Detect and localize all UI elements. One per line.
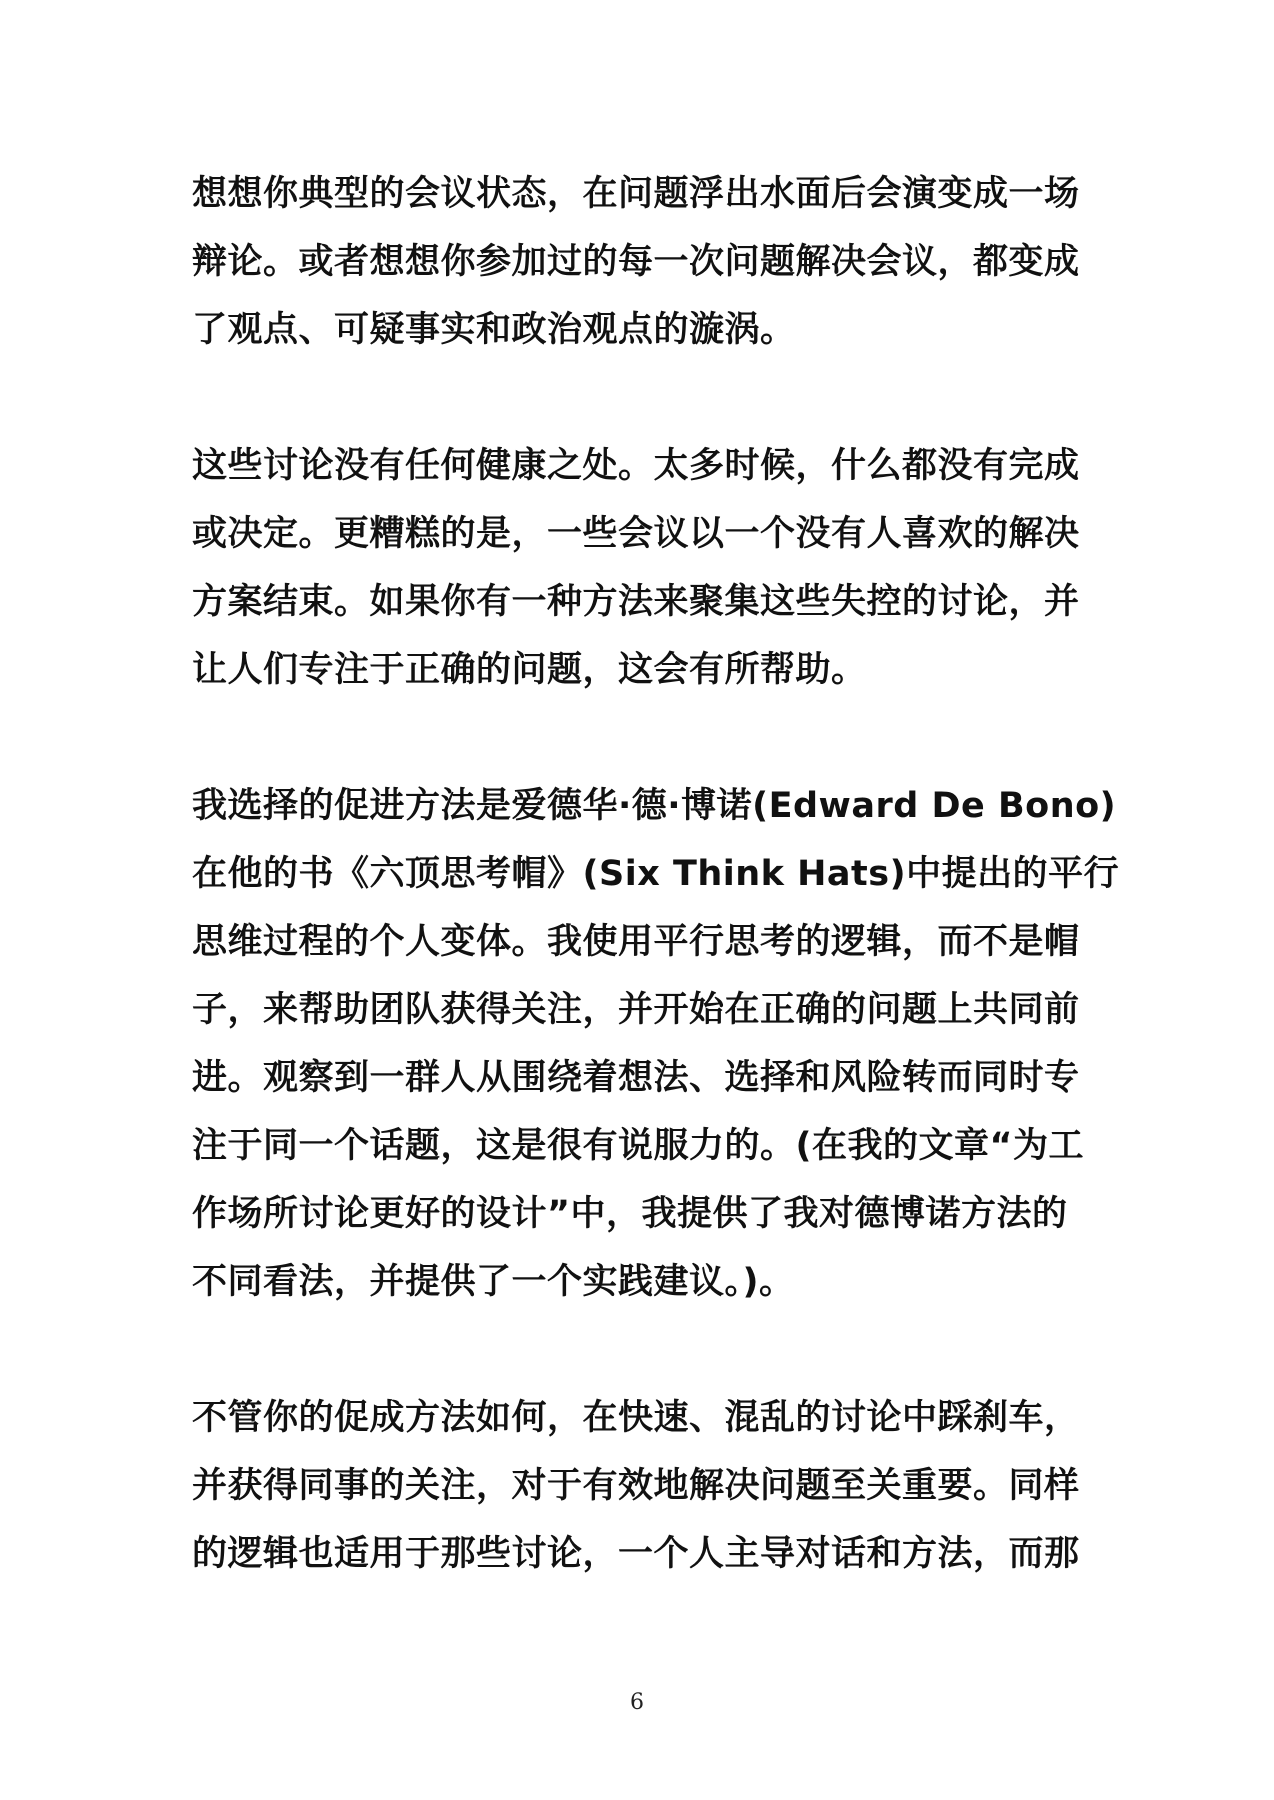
text-line: 或决定。更糟糕的是，一些会议以一个没有人喜欢的解决 bbox=[192, 514, 1080, 554]
text-line: 思维过程的个人变体。我使用平行思考的逻辑，而不是帽 bbox=[192, 922, 1080, 962]
text-line: 的逻辑也适用于那些讨论，一个人主导对话和方法，而那 bbox=[192, 1534, 1080, 1574]
paragraph-2 bbox=[192, 432, 1092, 704]
paragraph-3 bbox=[192, 772, 1120, 1316]
paragraph-4 bbox=[192, 1384, 1092, 1588]
body-text bbox=[192, 160, 1120, 1656]
text-line: 子，来帮助团队获得关注，并开始在正确的问题上共同前 bbox=[192, 990, 1080, 1030]
page-number: 6 bbox=[630, 1690, 644, 1715]
text-line: 不同看法，并提供了一个实践建议。)。 bbox=[192, 1262, 795, 1302]
text-line: 不管你的促成方法如何，在快速、混乱的讨论中踩刹车， bbox=[192, 1398, 1080, 1438]
text-line: 并获得同事的关注，对于有效地解决问题至关重要。同样 bbox=[192, 1466, 1080, 1506]
text-line: 在他的书《六顶思考帽》(Six Think Hats)中提出的平行 bbox=[192, 854, 1120, 894]
text-line: 我选择的促进方法是爱德华·德·博诺(Edward De Bono) bbox=[192, 786, 1117, 826]
text-line: 进。观察到一群人从围绕着想法、选择和风险转而同时专 bbox=[192, 1058, 1080, 1098]
text-line: 这些讨论没有任何健康之处。太多时候，什么都没有完成 bbox=[192, 446, 1080, 486]
paragraph-1 bbox=[192, 160, 1092, 364]
text-line: 辩论。或者想想你参加过的每一次问题解决会议，都变成 bbox=[192, 242, 1080, 282]
text-line: 作场所讨论更好的设计”中，我提供了我对德博诺方法的 bbox=[192, 1194, 1068, 1234]
text-line: 注于同一个话题，这是很有说服力的。(在我的文章“为工 bbox=[192, 1126, 1085, 1166]
text-line: 想想你典型的会议状态，在问题浮出水面后会演变成一场 bbox=[192, 174, 1080, 214]
text-line: 让人们专注于正确的问题，这会有所帮助。 bbox=[192, 650, 867, 690]
text-line: 了观点、可疑事实和政治观点的漩涡。 bbox=[192, 310, 796, 350]
text-line: 方案结束。如果你有一种方法来聚集这些失控的讨论，并 bbox=[192, 582, 1080, 622]
